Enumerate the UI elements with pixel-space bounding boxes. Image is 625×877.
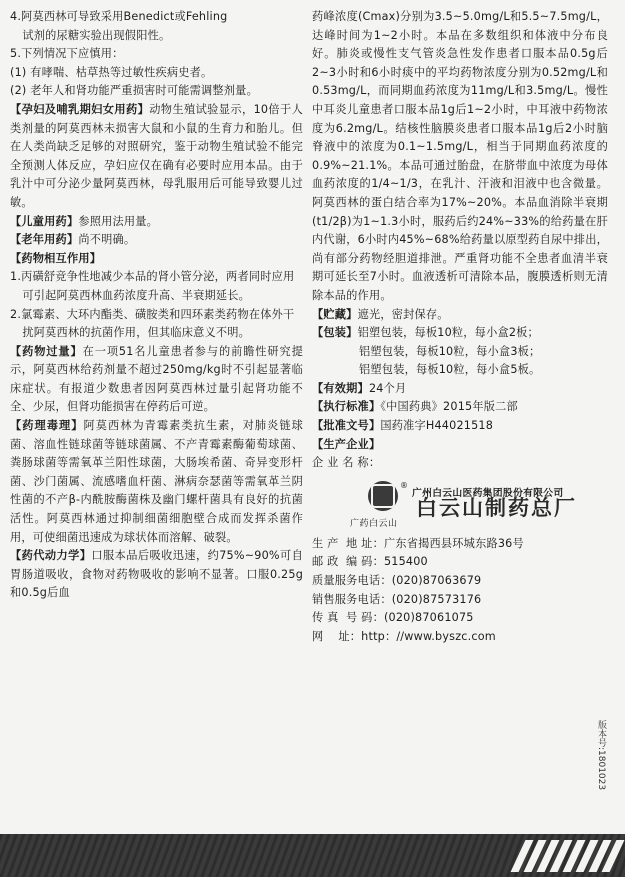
website: 网 址：http：//www.byszc.com: [312, 629, 496, 643]
logo-seal-icon: [368, 481, 398, 511]
heading-manufacturer: 【生产企业】: [312, 437, 381, 451]
heading-children: 【儿童用药】: [10, 214, 79, 228]
production-address: 生 产 地 址：广东省揭西县环城东路36号: [312, 536, 524, 550]
stripe-pattern: [518, 840, 617, 872]
caution-5-1: (1) 有哮喘、枯草热等过敏性疾病史者。: [10, 65, 213, 79]
heading-overdose: 【药物过量】: [10, 344, 83, 358]
text-standard: 《中国药典》2015年版二部: [380, 400, 518, 414]
company-name-label: 企 业 名 称：: [312, 456, 381, 470]
section-pregnancy: [10, 101, 303, 213]
text-validity: 24个月: [368, 381, 407, 395]
text-approval: 国药准字H44021518: [380, 419, 494, 433]
section-elderly: [10, 231, 303, 250]
section-pharmacokinetics: [10, 547, 303, 603]
heading-interactions: 【药物相互作用】: [10, 251, 102, 265]
heading-pharmacology: 【药理毒理】: [10, 419, 84, 433]
text-pharmacokinetics-cont: 药峰浓度(Cmax)分别为3.5~5.0mg/L和5.5~7.5mg/L，达峰时间为1~2小时。本品在多数组织和体液中分布良好。肺炎或慢性支气管炎急性发作患者口服本品0.5g后2~3小时和6小时痰中的平均药物浓度分别为0.52mg/L和0.53mg/L，而同期血药浓度为11mg/L和3.5mg/L。慢性中耳炎儿童患者口服本品1g后1~2小时，中耳液中药物浓度为6.2mg/L。结核性脑膜炎患者口服本品1g后2小时脑脊液中的浓度为0.1~1.5mg/L，相当于同期血药浓度的0.9%~21.1%。本品可通过胎盘，在脐带血中浓度为母体血药浓度的1/4~1/3，在乳汁、汗液和泪液中也含微量。阿莫西林的蛋白结合率为17%~20%。本品血消除半衰期(t1/2β)为1~1.3小时，服药后约24%~33%的给药量在肝内代谢，6小时内45%~68%给药量以原型药自尿中排出，尚有部分药物经胆道排泄。严重肾功能不全患者血清半衰期可延长至7小时。血液透析可清除本品，腹膜透析则无清除本品的作用。: [312, 10, 608, 302]
bottom-decorative-band: [0, 834, 625, 877]
right-column: [312, 8, 608, 646]
interaction-2: 2.氯霉素、大环内酯类、磺胺类和四环素类药物在体外干扰阿莫西林的抗菌作用，但其临床意义不明。: [10, 307, 295, 340]
package-line-3: 铝塑包装，每板10粒，每小盒5板。: [359, 363, 541, 377]
caution-5: 5.下列情况下应慎用：: [10, 47, 124, 61]
section-standard: [312, 398, 608, 417]
text-elderly: 尚不明确。: [78, 233, 136, 247]
caution-4-line2: 试剂的尿糖实验出现假阳性。: [22, 28, 171, 42]
interaction-1: 1.丙磺舒竞争性地减少本品的肾小管分泌，两者同时应用可引起阿莫西林血药浓度升高、半衰期延长。: [10, 270, 295, 302]
caution-4-line1: 4.阿莫西林可导致采用Benedict或Fehling: [10, 10, 228, 23]
postal-code: 邮 政 编 码：515400: [312, 555, 428, 569]
heading-elderly: 【老年用药】: [10, 233, 79, 247]
sales-phone: 销售服务电话：(020)87573176: [312, 592, 482, 606]
logo-factory-name: 白云山制药总厂: [416, 495, 577, 520]
text-pregnancy: 动物生殖试验显示，10倍于人类剂量的阿莫西林未损害大鼠和小鼠的生育力和胎儿。但在人类尚缺乏足够的对照研究，鉴于动物生殖试验不能完全预测人体反应，孕妇应仅在确有必要时应用本品。由于乳汁中可分泌少量阿莫西林，母乳服用后可能导致婴儿过敏。: [10, 102, 303, 209]
section-package: [312, 324, 608, 343]
package-line-2: 铝塑包装，每板10粒，每小盒3板；: [359, 344, 541, 358]
text-pharmacokinetics: 口服本品后吸收迅速，约75%~90%可自胃肠道吸收，食物对药物吸收的影响不显著。口服0.25g和0.5g后血: [10, 549, 303, 600]
heading-package: 【包装】: [312, 326, 358, 340]
section-children: [10, 213, 303, 232]
version-code: 版本号:1801023: [596, 720, 606, 791]
text-children: 参照用法用量。: [78, 214, 159, 228]
heading-standard: 【执行标准】: [312, 400, 381, 414]
section-overdose: [10, 343, 303, 417]
logo-brand-small: 广药白云山: [350, 518, 398, 529]
registered-mark: ®: [400, 480, 409, 490]
section-validity: [312, 380, 608, 399]
logo-company-full-name: 广州白云山医药集团股份有限公司: [412, 487, 564, 499]
heading-approval: 【批准文号】: [312, 419, 381, 433]
quality-phone: 质量服务电话：(020)87063679: [312, 574, 482, 588]
text-pharmacology: 阿莫西林为青霉素类抗生素，对肺炎链球菌、溶血性链球菌等链球菌属、不产青霉素酶葡萄球菌、粪肠球菌等需氧革兰阳性球菌，大肠埃希菌、奇异变形杆菌、沙门菌属、流感嗜血杆菌、淋病奈瑟菌等需氧革兰阴性菌的不产β-内酰胺酶菌株及幽门螺杆菌具有良好的抗菌活性。阿莫西林通过抑制细菌细胞壁合成而发挥杀菌作用，可使细菌迅速成为球状体而溶解、破裂。: [10, 419, 303, 544]
text-storage: 遮光，密封保存。: [357, 307, 449, 321]
section-pharmacology: [10, 417, 303, 547]
company-logo: [312, 475, 608, 527]
section-approval: [312, 417, 608, 436]
heading-pharmacokinetics: 【药代动力学】: [10, 549, 92, 563]
package-line-1: 铝塑包装，每板10粒，每小盒2板；: [357, 326, 539, 340]
left-column: [10, 8, 303, 603]
section-storage: [312, 306, 608, 325]
fax-number: 传 真 号 码：(020)87061075: [312, 611, 474, 625]
text-overdose: 在一项51名儿童患者参与的前瞻性研究提示，阿莫西林给药剂量不超过250mg/kg时不引起显著临床症状。有报道少数患者因阿莫西林过量引起肾功能不全、少尿，但肾功能损害在停药后可逆。: [10, 344, 303, 414]
heading-validity: 【有效期】: [312, 381, 369, 395]
heading-pregnancy: 【孕妇及哺乳期妇女用药】: [10, 102, 150, 116]
heading-storage: 【贮藏】: [312, 307, 358, 321]
caution-5-2: (2) 老年人和肾功能严重损害时可能需调整剂量。: [10, 84, 258, 98]
